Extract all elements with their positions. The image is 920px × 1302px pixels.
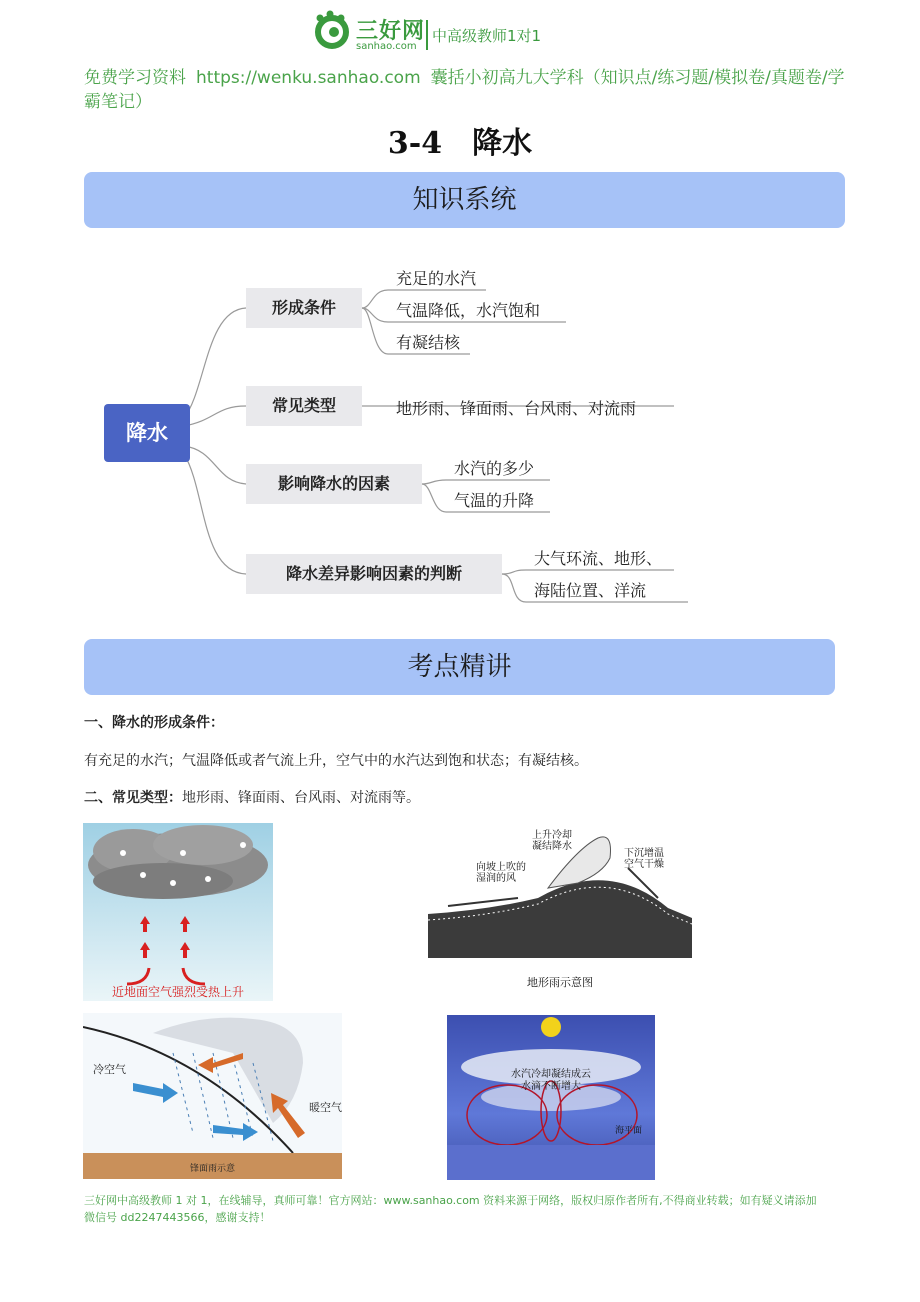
mindmap-node-types: 常见类型 bbox=[246, 386, 362, 426]
mindmap-leaf: 气温的升降 bbox=[454, 491, 535, 510]
promo-prefix: 免费学习资料 bbox=[84, 68, 186, 88]
promo-line bbox=[84, 66, 854, 114]
promo-url-link[interactable]: https://wenku.sanhao.com bbox=[196, 68, 421, 88]
mindmap-leaf: 充足的水汽 bbox=[396, 269, 477, 288]
mindmap-node-factors: 影响降水的因素 bbox=[246, 464, 422, 504]
orographic-windward-label: 向坡上吹的 湿润的风 bbox=[476, 862, 526, 884]
convection-caption: 近地面空气强烈受热上升 bbox=[111, 985, 244, 999]
mindmap-leaf: 地形雨、锋面雨、台风雨、对流雨 bbox=[396, 399, 637, 418]
front-cold-air-label: 冷空气 bbox=[93, 1063, 126, 1076]
frontal-rain-figure bbox=[83, 1013, 342, 1179]
brand-domain: sanhao.com bbox=[356, 41, 417, 52]
section-points-header: 考点精讲 bbox=[84, 639, 835, 695]
paragraph-formation: 有充足的水汽；气温降低或者气流上升，空气中的水汽达到饱和状态；有凝结核。 bbox=[84, 753, 588, 769]
mindmap-leaf: 大气环流、地形、 bbox=[534, 549, 663, 568]
mindmap-leaf: 气温降低，水汽饱和 bbox=[396, 301, 541, 320]
orographic-rise-label: 上升冷却 凝结降水 bbox=[532, 830, 572, 852]
convection-rain-figure bbox=[83, 823, 273, 1001]
front-caption: 锋面雨示意 bbox=[189, 1164, 235, 1174]
logo-divider bbox=[426, 20, 428, 50]
typhoon-rain-figure bbox=[447, 1015, 655, 1180]
mindmap-root-node: 降水 bbox=[104, 404, 190, 462]
page-title: 3-4 降水 bbox=[387, 126, 533, 161]
types-label: 二、常见类型： bbox=[84, 790, 182, 806]
brand-tagline: 中高级教师1对1 bbox=[432, 27, 542, 45]
orographic-rain-figure bbox=[428, 828, 692, 993]
front-diagram bbox=[83, 1013, 342, 1179]
typhoon-sea-label: 海平面 bbox=[615, 1126, 643, 1136]
typhoon-diagram bbox=[447, 1015, 655, 1180]
mindmap-leaf: 有凝结核 bbox=[396, 333, 461, 352]
mindmap-node-formation: 形成条件 bbox=[246, 288, 362, 328]
brand-name: 三好网 bbox=[356, 19, 426, 44]
front-warm-air-label: 暖空气 bbox=[309, 1101, 342, 1114]
promo-suffix: 囊括小初高九大学科（知识点/练习题/模拟卷/真题卷/学霸笔记） bbox=[84, 68, 845, 112]
mind-map bbox=[96, 250, 716, 620]
brand-logo[interactable] bbox=[312, 10, 552, 60]
heading-formation: 一、降水的形成条件： bbox=[84, 715, 224, 731]
mindmap-leaf: 海陆位置、洋流 bbox=[534, 581, 647, 600]
types-text: 地形雨、锋面雨、台风雨、对流雨等。 bbox=[182, 790, 420, 806]
orographic-caption: 地形雨示意图 bbox=[527, 976, 593, 989]
section-knowledge-header: 知识系统 bbox=[84, 172, 845, 228]
typhoon-text: 水汽冷却凝结成云 水滴不断增大 bbox=[511, 1069, 591, 1092]
sanhao-logo-icon bbox=[312, 10, 352, 58]
heading-types bbox=[84, 787, 420, 807]
orographic-sink-label: 下沉增温 空气干燥 bbox=[624, 848, 664, 870]
footer-notice: 三好网中高级教师 1 对 1，在线辅导，真师可靠！官方网站：www.sanhao.com 资料来源于网络，版权归原作者所有,不得商业转载；如有疑义请添加微信号 dd2247443566，感谢支持！ bbox=[84, 1194, 817, 1224]
mindmap-leaf: 水汽的多少 bbox=[454, 459, 535, 478]
mindmap-node-judgement: 降水差异影响因素的判断 bbox=[246, 554, 502, 594]
